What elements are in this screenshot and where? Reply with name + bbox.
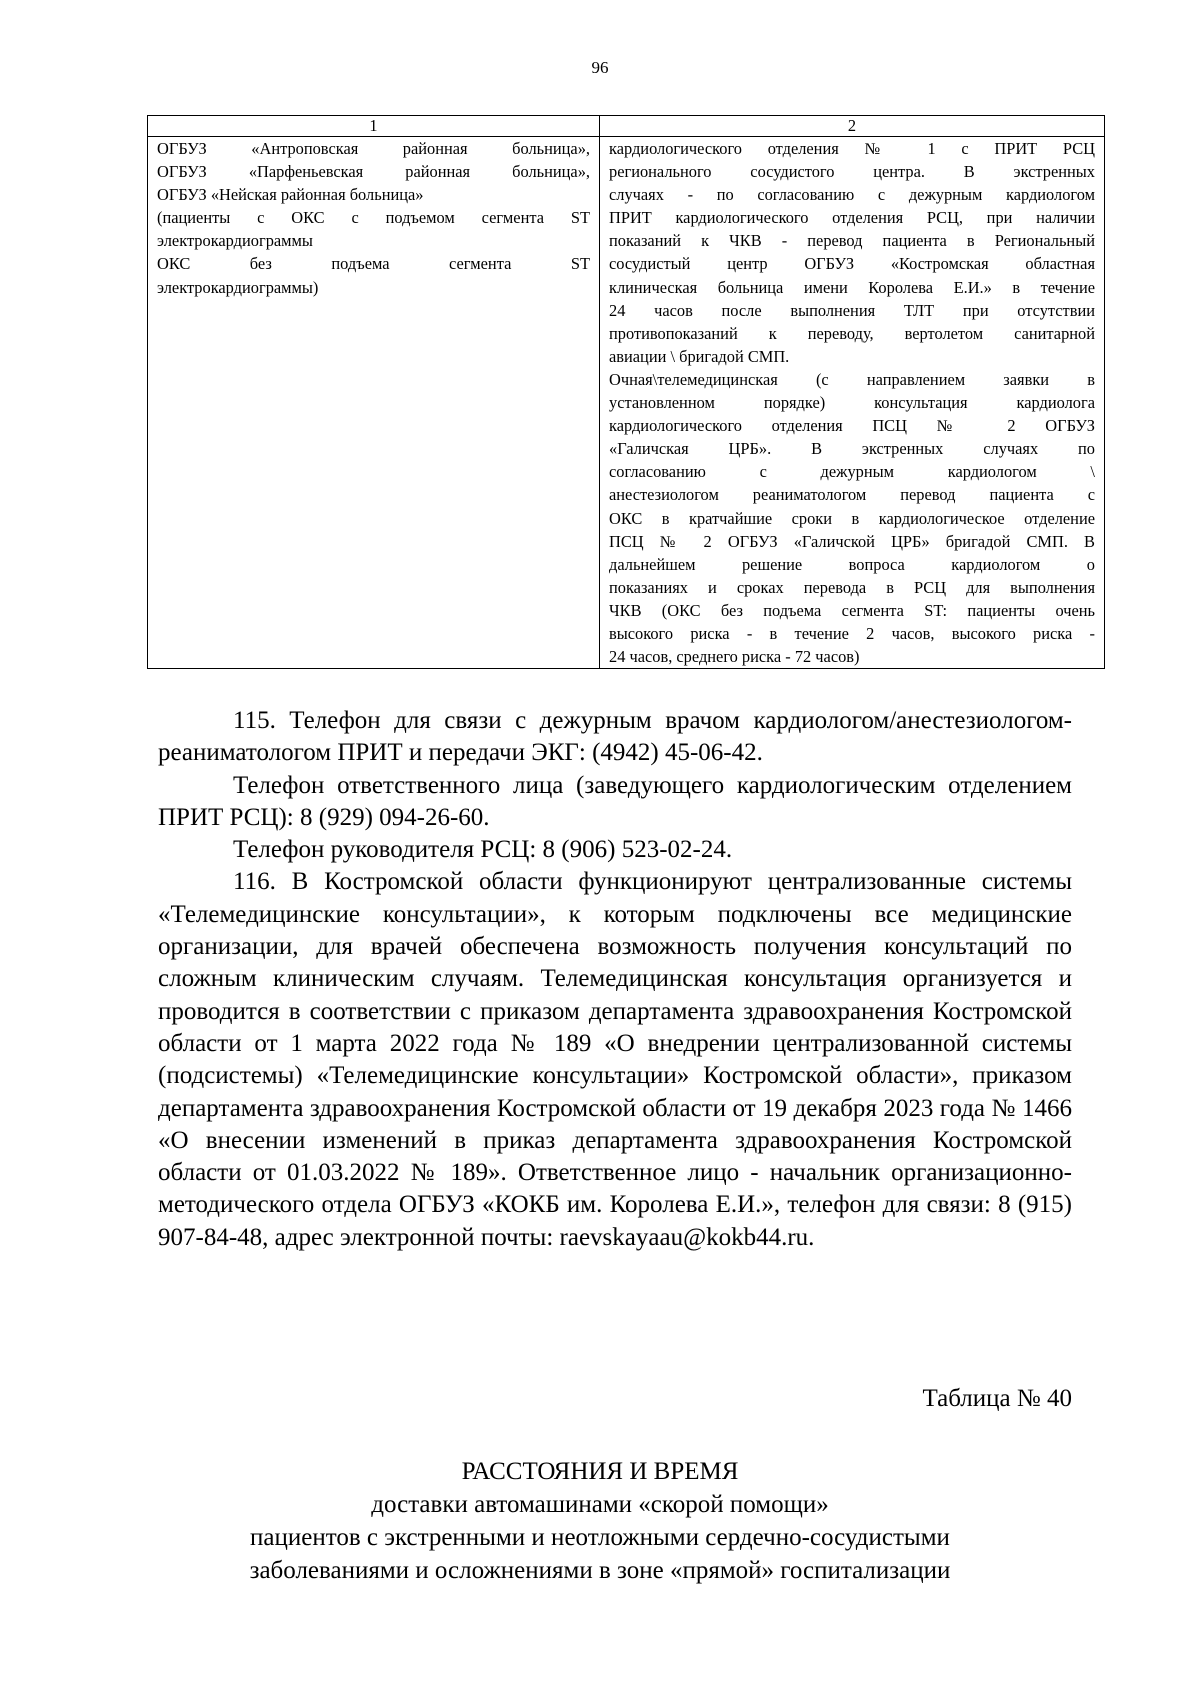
table-header-col-1: 1 <box>148 116 600 137</box>
table-cell-routing <box>600 137 1105 669</box>
cell-line: сосудистый центр ОГБУЗ «Костромская областная <box>609 254 1095 274</box>
cell-line: регионального сосудистого центра. В экстренных <box>609 162 1095 182</box>
heading-line-3: пациентов с экстренными и неотложными сердечно-сосудистыми <box>250 1524 950 1551</box>
paragraph-116: 116. В Костромской области функционируют централизованные системы «Телемедицинские консультации», к которым подключены все медицинские организации, для врачей обеспечена возможность получения консультаций по сложным клиническим случаям. Телемедицинская консультация организуется и проводится в соответствии с приказом департамента здравоохранения Костромской области от 1 марта 2022 года № 189 «О внедрении централизованной системы (подсистемы) «Телемедицинские консультации» Костромской области», приказом департамента здравоохранения Костромской области от 19 декабря 2023 года № 1466 «О внесении изменений в приказ департамента здравоохранения Костромской области от 01.03.2022 № 189». Ответственное лицо - начальник организационно-методического отдела ОГБУЗ «КОКБ им. Королева Е.И.», телефон для связи: 8 (915) 907-84-48, адрес электронной почты: raevskayaau@kokb44.ru. <box>158 868 1072 1251</box>
cell-line: ОГБУЗ «Антроповская районная больница», <box>157 139 590 158</box>
cell-line: электрокардиограммы <box>157 231 313 251</box>
cell-line: высокого риска - в течение 2 часов, высокого риска - <box>609 623 1095 643</box>
cell-line: дальнейшем решение вопроса кардиологом о <box>609 554 1095 574</box>
cell-line: 24 часов, среднего риска - 72 часов) <box>609 647 860 667</box>
cell-line: ЧКВ (ОКС без подъема сегмента ST: пациенты очень <box>609 600 1095 620</box>
table-cell-organizations <box>148 137 600 669</box>
cell-line: показаниях и сроках перевода в РСЦ для выполнения <box>609 577 1095 597</box>
cell-line: 24 часов после выполнения ТЛТ при отсутствии <box>609 300 1095 320</box>
table-header-row <box>148 116 1105 137</box>
table-number: Таблица № 40 <box>922 1385 1072 1412</box>
cell-line: электрокардиограммы) <box>157 277 319 297</box>
table-header-col-2: 2 <box>600 116 1105 137</box>
cell-line: показаний к ЧКВ - перевод пациента в Региональный <box>609 231 1095 251</box>
paragraph-head-phone: Телефон руководителя РСЦ: 8 (906) 523-02-24. <box>233 836 733 864</box>
body-text <box>158 705 1072 1254</box>
cell-line: ОГБУЗ «Нейская районная больница» <box>157 185 424 205</box>
heading-line-2: доставки автомашинами «скорой помощи» <box>371 1491 829 1518</box>
cell-line: анестезиологом реаниматологом перевод пациента с <box>609 485 1095 505</box>
cell-line: кардиологического отделения ПСЦ № 2 ОГБУЗ <box>609 416 1095 436</box>
cell-line: (пациенты с ОКС с подъемом сегмента ST <box>157 208 590 228</box>
cell-line: ОКС в кратчайшие сроки в кардиологическое отделение <box>609 508 1095 528</box>
page-number: 96 <box>591 58 609 77</box>
cell-line: авиации \ бригадой СМП. <box>609 346 790 366</box>
cell-line: кардиологического отделения № 1 с ПРИТ РСЦ <box>609 139 1095 158</box>
cell-line: противопоказаний к переводу, вертолетом санитарной <box>609 323 1095 343</box>
cell-line: «Галичская ЦРБ». В экстренных случаях по <box>609 439 1095 459</box>
routing-table <box>147 115 1105 669</box>
cell-line: ОКС без подъема сегмента ST <box>157 254 590 274</box>
cell-line: ПРИТ кардиологического отделения РСЦ, при наличии <box>609 208 1095 228</box>
heading-line-4: заболеваниями и осложнениями в зоне «прямой» госпитализации <box>249 1557 951 1584</box>
table-heading <box>0 1455 1200 1587</box>
cell-line: случаях - по согласованию с дежурным кардиологом <box>609 185 1095 205</box>
cell-line: ОГБУЗ «Парфеньевская районная больница», <box>157 162 590 182</box>
cell-line: Очная\телемедицинская (с направлением заявки в <box>609 369 1095 389</box>
heading-line-1: РАССТОЯНИЯ И ВРЕМЯ <box>461 1458 739 1485</box>
paragraph-115: 115. Телефон для связи с дежурным врачом кардиологом/анестезиологом-реаниматологом ПРИТ и передачи ЭКГ: (4942) 45-06-42. <box>158 707 1072 767</box>
cell-line: ПСЦ № 2 ОГБУЗ «Галичской ЦРБ» бригадой СМП. В <box>609 531 1095 551</box>
cell-line: клиническая больница имени Королева Е.И.» в течение <box>609 277 1095 297</box>
table-row <box>148 137 1105 669</box>
cell-line: согласованию с дежурным кардиологом \ <box>609 462 1095 482</box>
cell-line: установленном порядке) консультация кардиолога <box>609 393 1095 413</box>
paragraph-responsible-phone: Телефон ответственного лица (заведующего кардиологическим отделением ПРИТ РСЦ): 8 (929) 094-26-60. <box>158 771 1072 831</box>
